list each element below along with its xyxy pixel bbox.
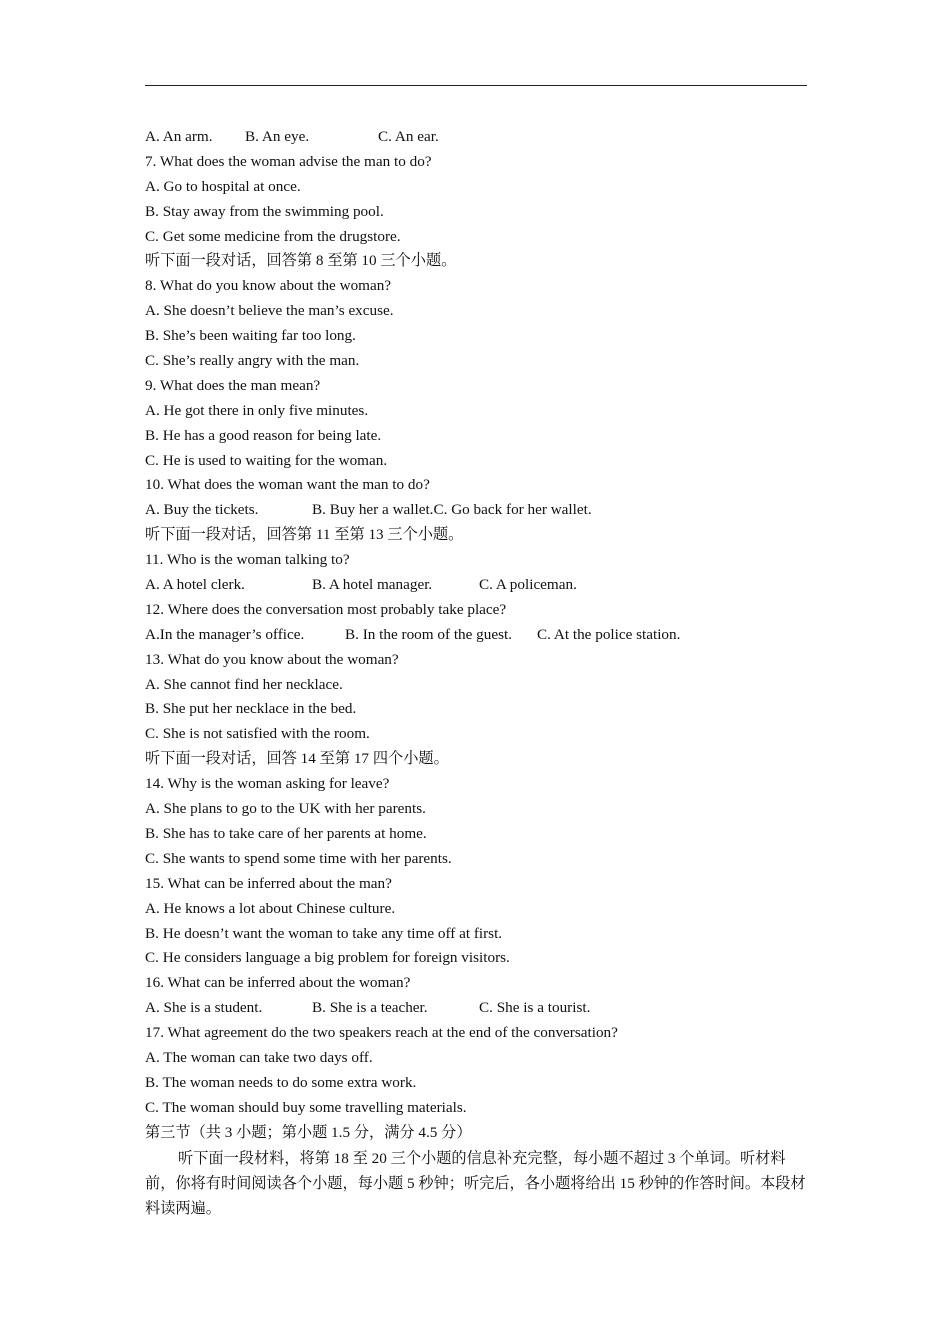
q17-option-c: C. The woman should buy some travelling materials. bbox=[145, 1098, 467, 1116]
q14-option-c: C. She wants to spend some time with her parents. bbox=[145, 849, 452, 867]
q14-option-a: A. She plans to go to the UK with her parents. bbox=[145, 800, 426, 818]
q12-option-b: B. In the room of the guest. bbox=[345, 625, 513, 643]
section3-instructions: 听下面一段材料，将第 18 至 20 三个小题的信息补充完整，每小题不超过 3 个单词。听材料前，你将有时间阅读各个小题，每小题 5 秒钟；听完后，各小题将给出 15 秒钟的作答时间。本段材料读两遍。 bbox=[145, 1149, 806, 1217]
q15-option-c: C. He considers language a big problem for foreign visitors. bbox=[145, 949, 510, 967]
q16-question: 16. What can be inferred about the woman? bbox=[145, 974, 411, 992]
q6-option-a: A. An arm. bbox=[145, 128, 213, 145]
q11-options bbox=[145, 573, 807, 598]
instruction-8-10: 听下面一段对话，回答第 8 至第 10 三个小题。 bbox=[145, 252, 457, 270]
q6-option-c: C. An ear. bbox=[378, 128, 439, 145]
document-body bbox=[145, 125, 807, 1221]
q11-option-a: A. A hotel clerk. bbox=[145, 576, 245, 594]
q10-question: 10. What does the woman want the man to do? bbox=[145, 476, 430, 494]
q12-option-c: C. At the police station. bbox=[537, 625, 681, 643]
q7-question: 7. What does the woman advise the man to do? bbox=[145, 152, 432, 170]
q10-option-a: A. Buy the tickets. bbox=[145, 501, 259, 519]
q15-option-a: A. He knows a lot about Chinese culture. bbox=[145, 899, 396, 917]
q9-question: 9. What does the man mean? bbox=[145, 376, 321, 394]
q8-option-a: A. She doesn’t believe the man’s excuse. bbox=[145, 302, 394, 320]
q9-option-a: A. He got there in only five minutes. bbox=[145, 401, 369, 419]
q13-option-b: B. She put her necklace in the bed. bbox=[145, 700, 357, 718]
q8-question: 8. What do you know about the woman? bbox=[145, 277, 392, 295]
q8-option-b: B. She’s been waiting far too long. bbox=[145, 327, 356, 345]
q12-option-a: A.In the manager’s office. bbox=[145, 625, 305, 643]
q10-options bbox=[145, 498, 807, 523]
q17-option-b: B. The woman needs to do some extra work. bbox=[145, 1073, 417, 1091]
q11-question: 11. Who is the woman talking to? bbox=[145, 551, 350, 569]
q17-question: 17. What agreement do the two speakers reach at the end of the conversation? bbox=[145, 1024, 618, 1042]
q16-option-a: A. She is a student. bbox=[145, 999, 263, 1017]
q17-option-a: A. The woman can take two days off. bbox=[145, 1048, 373, 1066]
q13-question: 13. What do you know about the woman? bbox=[145, 650, 399, 668]
q12-options bbox=[145, 623, 807, 648]
q9-option-c: C. He is used to waiting for the woman. bbox=[145, 451, 388, 469]
instruction-14-17: 听下面一段对话，回答 14 至第 17 四个小题。 bbox=[145, 750, 449, 768]
q16-option-b: B. She is a teacher. bbox=[312, 999, 428, 1017]
header-rule bbox=[145, 85, 807, 86]
q8-option-c: C. She’s really angry with the man. bbox=[145, 352, 360, 370]
q15-question: 15. What can be inferred about the man? bbox=[145, 874, 392, 892]
q11-option-c: C. A policeman. bbox=[479, 576, 577, 594]
q13-option-a: A. She cannot find her necklace. bbox=[145, 675, 343, 693]
q6-option-b: B. An eye. bbox=[245, 128, 310, 145]
q7-option-b: B. Stay away from the swimming pool. bbox=[145, 202, 384, 220]
q9-option-b: B. He has a good reason for being late. bbox=[145, 426, 382, 444]
q11-option-b: B. A hotel manager. bbox=[312, 576, 433, 594]
q14-option-b: B. She has to take care of her parents at home. bbox=[145, 824, 427, 842]
q10-option-bc: B. Buy her a wallet.C. Go back for her wallet. bbox=[312, 501, 592, 519]
q14-question: 14. Why is the woman asking for leave? bbox=[145, 775, 390, 793]
instruction-11-13: 听下面一段对话，回答第 11 至第 13 三个小题。 bbox=[145, 526, 464, 544]
q16-options bbox=[145, 996, 807, 1021]
q16-option-c: C. She is a tourist. bbox=[479, 999, 591, 1017]
q7-option-a: A. Go to hospital at once. bbox=[145, 177, 301, 195]
q7-option-c: C. Get some medicine from the drugstore. bbox=[145, 227, 401, 245]
q13-option-c: C. She is not satisfied with the room. bbox=[145, 725, 370, 743]
q12-question: 12. Where does the conversation most probably take place? bbox=[145, 600, 507, 618]
q15-option-b: B. He doesn’t want the woman to take any time off at first. bbox=[145, 924, 503, 942]
q6-options bbox=[145, 125, 807, 150]
section3-heading: 第三节（共 3 小题；第小题 1.5 分，满分 4.5 分） bbox=[145, 1123, 472, 1141]
